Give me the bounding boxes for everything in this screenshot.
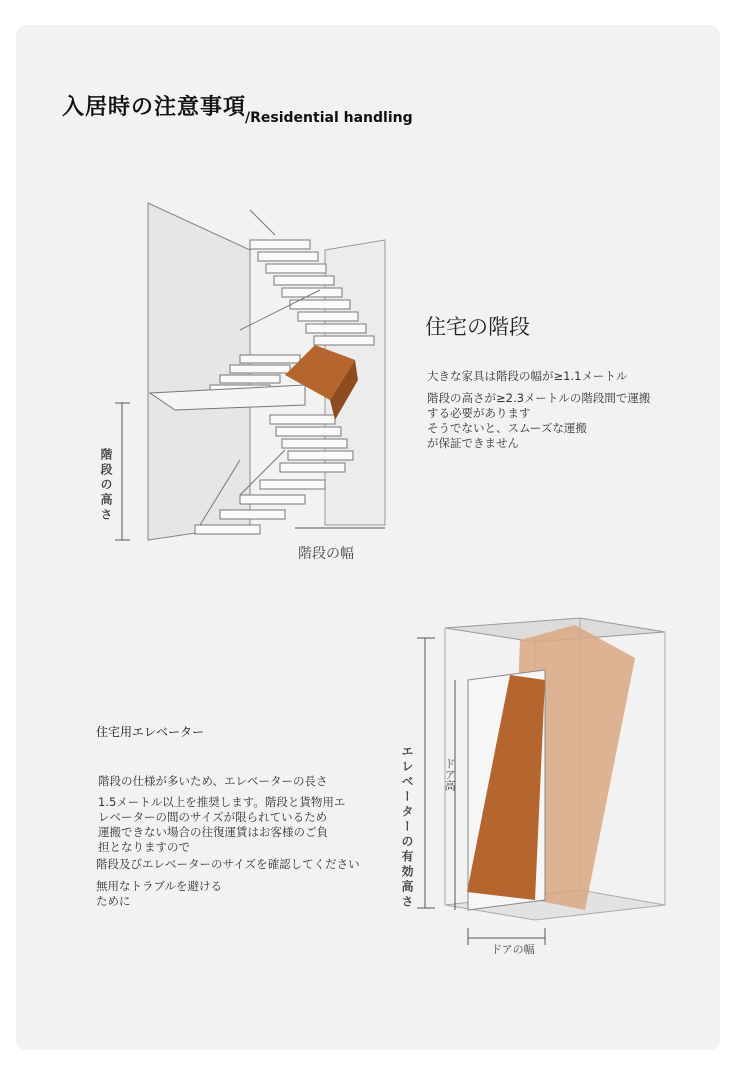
elevator-illustration	[395, 610, 675, 950]
elevator-text-1: 階段の仕様が多いため、エレベーターの長さ	[98, 774, 328, 788]
stair-height-label: 階段の高さ	[99, 448, 113, 523]
elevator-height-label: エレベーターの有効高さ	[400, 745, 414, 910]
page-subtitle: /Residential handling	[245, 110, 413, 126]
stairs-text-2: 階段の高さが≥2.3メートルの階段間で運搬 する必要があります そうでないと、スムーズな運搬 が保証できません	[427, 391, 651, 450]
page-title: 入居時の注意事項	[62, 95, 247, 120]
door-width-label: ドアの幅	[491, 943, 535, 956]
door-height-label: ドア高	[443, 758, 456, 791]
elevator-text-4: 無用なトラブルを避ける ために	[96, 879, 223, 908]
staircase-illustration	[90, 195, 390, 570]
stair-width-label: 階段の幅	[298, 546, 354, 562]
stairs-text-1: 大きな家具は階段の幅が≥1.1メートル	[427, 369, 628, 383]
elevator-text-2: 1.5メートル以上を推奨します。階段と貨物用エ レベーターの間のサイズが限られているため 運搬できない場合の往復運賃はお客様のご負 担となりますので	[98, 795, 346, 854]
elevator-heading: 住宅用エレベーター	[96, 725, 205, 739]
stairs-heading: 住宅の階段	[425, 315, 530, 339]
elevator-text-3: 階段及びエレベーターのサイズを確認してください	[96, 857, 360, 871]
